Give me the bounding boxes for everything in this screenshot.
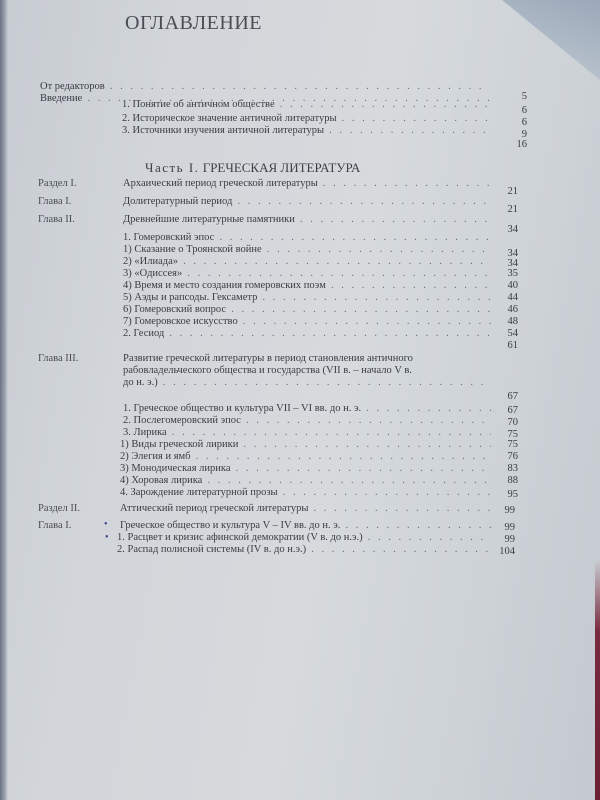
page-number: 34 — [507, 248, 518, 259]
page-number: 16 — [516, 139, 527, 150]
entry-text: 1) Сказание о Троянской войне . . . — [123, 243, 491, 256]
entry-text: 1) Виды греческой лирики . . . — [120, 438, 491, 451]
toc-chapter-cont — [0, 376, 600, 389]
toc-entry — [0, 98, 600, 111]
entry-text: 4) Хоровая лирика . . . — [120, 474, 491, 487]
page-number: 61 — [507, 340, 518, 351]
entry-text: 2. Гесиод . . . — [123, 327, 491, 340]
toc-section — [0, 502, 600, 515]
page-number: 76 — [507, 451, 518, 462]
entry-text: Введение . . . — [40, 92, 490, 105]
page-number: 67 — [507, 391, 518, 402]
page-title: ОГЛАВЛЕНИЕ — [125, 12, 262, 34]
toc-entry — [0, 138, 600, 151]
page-number: 9 — [521, 129, 527, 140]
entry-text: 4) Время и место создания гомеровских поэм . . . — [123, 279, 491, 292]
entry-text: Долитературный период . . . — [123, 195, 491, 208]
page-number: 104 — [499, 546, 515, 557]
entry-text: 2. Распад полисной системы (IV в. до н.э.) . . . — [117, 543, 491, 556]
page-number: 54 — [507, 328, 518, 339]
page-number: 46 — [507, 304, 518, 315]
section-label: Раздел II. — [38, 503, 80, 514]
page-number: 83 — [507, 463, 518, 474]
pen-mark-icon: • — [104, 519, 108, 530]
toc-entry — [0, 124, 600, 140]
toc-chapter — [0, 195, 600, 215]
page-number: 99 — [504, 534, 515, 545]
entry-text: 3. Источники изучения античной литературы . . . — [122, 124, 490, 137]
entry-text: 5) Аэды и рапсоды. Гексаметр . . . — [123, 291, 491, 304]
part-prefix: Часть I. — [145, 160, 200, 175]
chapter-label: Глава II. — [38, 214, 75, 225]
entry-text: 7) Гомеровское искусство . . . — [123, 315, 491, 328]
page-number: 99 — [504, 522, 515, 533]
entry-text: 2. Историческое значение античной литературы . . . — [122, 112, 490, 125]
entry-text: 4. Зарождение литературной прозы . . . — [120, 486, 491, 499]
page-number: 48 — [507, 316, 518, 327]
toc-entry — [0, 339, 600, 352]
page-number: 21 — [507, 186, 518, 197]
chapter-label: Глава I. — [38, 520, 72, 531]
entry-text-line: до н. э.) . . . — [123, 376, 491, 389]
page-number: 75 — [507, 439, 518, 450]
entry-text: От редакторов . . . — [40, 80, 490, 93]
page-number: 21 — [507, 204, 518, 215]
entry-text: 6) Гомеровский вопрос . . . — [123, 303, 491, 316]
part-heading — [145, 160, 360, 176]
page-number: 6 — [521, 117, 527, 128]
entry-text: Архаический период греческой литературы . . . — [123, 177, 491, 190]
entry-text: 1. Греческое общество и культура VII – VI вв. до н. э. . . . — [123, 402, 491, 415]
chapter-label: Глава I. — [38, 196, 72, 207]
entry-text: Греческое общество и культура V – IV вв. до н. э. . . . — [120, 519, 491, 532]
page-number: 70 — [507, 417, 518, 428]
part-name: ГРЕЧЕСКАЯ ЛИТЕРАТУРА — [202, 160, 361, 175]
pen-mark-icon: • — [105, 532, 109, 543]
entry-text: 2. Послегомеровский эпос . . . — [123, 414, 491, 427]
page-number: 34 — [507, 224, 518, 235]
chapter-label: Глава III. — [38, 353, 79, 364]
page-number: 44 — [507, 292, 518, 303]
toc-entry — [0, 486, 600, 499]
entry-text: 3) Монодическая лирика . . . — [120, 462, 491, 475]
cover-edge — [595, 560, 600, 800]
toc-hidden — [0, 528, 600, 541]
entry-text: 3. Лирика . . . — [123, 426, 491, 439]
page-number: 34 — [507, 258, 518, 269]
page-number: 40 — [507, 280, 518, 291]
entry-text: 1. Расцвет и кризис афинской демократии (V в. до н.э.) . . . — [117, 531, 491, 544]
entry-text: 1. Гомеровский эпос . . . — [123, 231, 491, 244]
page-number: 6 — [521, 105, 527, 116]
entry-text: 2) Элегия и ямб . . . — [120, 450, 491, 463]
page-number: 5 — [521, 91, 527, 102]
entry-text: 3) «Одиссея» . . . — [123, 267, 491, 280]
toc-chapter — [0, 213, 600, 235]
page-number: 35 — [507, 268, 518, 279]
page-number: 99 — [504, 505, 515, 516]
page-number: 88 — [507, 475, 518, 486]
entry-text: Аттический период греческой литературы . . . — [120, 502, 491, 515]
entry-text: Древнейшие литературные памятники . . . — [123, 213, 491, 226]
toc-entry — [0, 543, 600, 556]
page-number: 75 — [507, 429, 518, 440]
page-corner-shadow — [460, 0, 600, 80]
toc-section — [0, 177, 600, 197]
section-label: Раздел I. — [38, 178, 77, 189]
entry-text: 2) «Илиада» . . . — [123, 255, 491, 268]
entry-text-line: Развитие греческой литературы в период становления античного — [123, 353, 413, 364]
page-number: 95 — [507, 489, 518, 500]
entry-text: 1. Понятие об античном обществе . . . — [122, 98, 490, 111]
page-number: 67 — [507, 405, 518, 416]
entry-text-line: рабовладельческого общества и государства (VII в. – начало V в. — [123, 365, 412, 376]
